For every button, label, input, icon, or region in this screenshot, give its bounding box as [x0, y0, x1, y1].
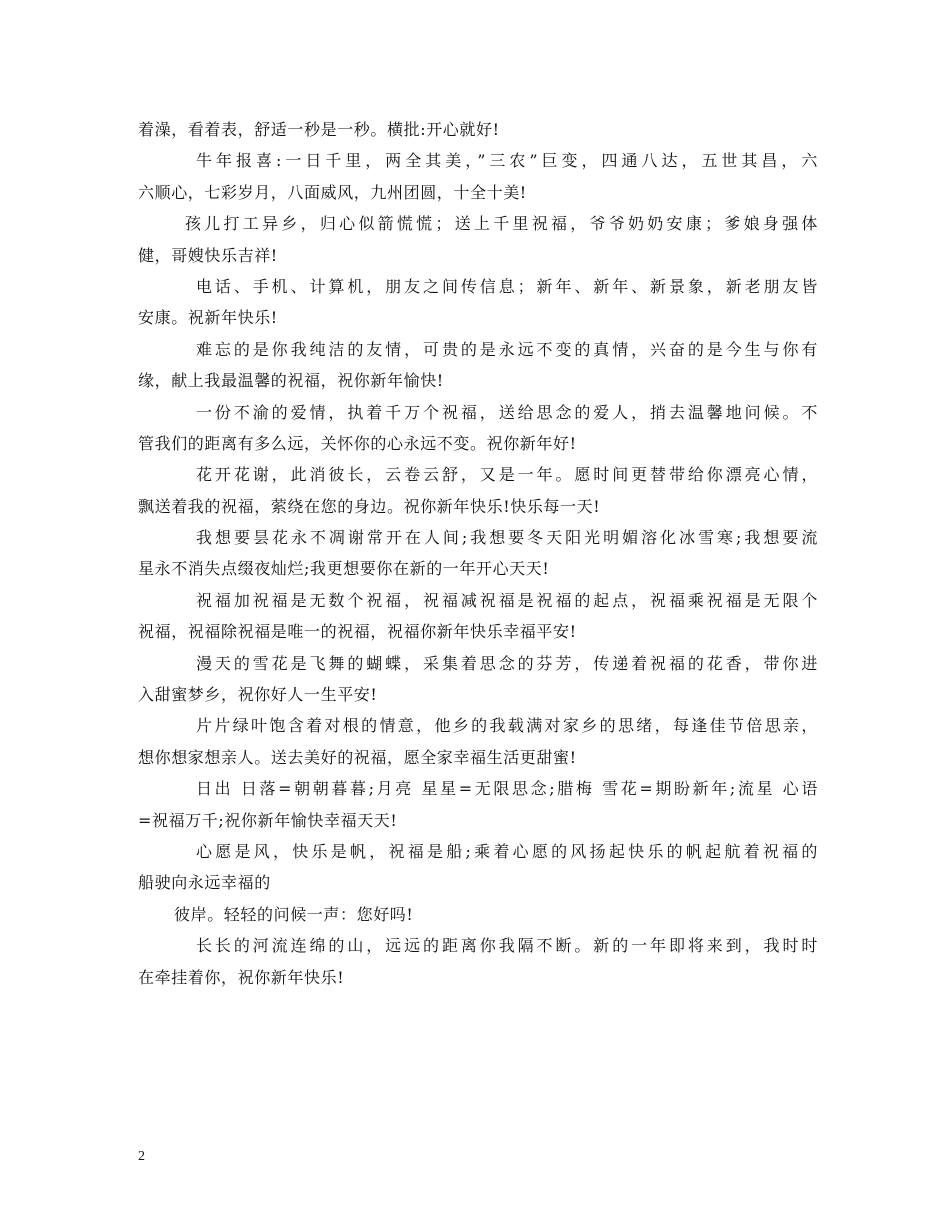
text-line: 缘，献上我最温馨的祝福，祝你新年愉快! [138, 371, 444, 391]
text-line: 长长的河流连绵的山，远远的距离你我隔不断。新的一年即将来到，我时时 [196, 936, 818, 956]
text-line: 想你想家想亲人。送去美好的祝福，愿全家幸福生活更甜蜜! [138, 747, 577, 767]
text-line: 漫天的雪花是飞舞的蝴蝶，采集着思念的芬芳，传递着祝福的花香，带你进 [196, 653, 818, 673]
text-line: 管我们的距离有多么远，关怀你的心永远不变。祝你新年好! [138, 433, 577, 453]
text-line: 飘送着我的祝福，萦绕在您的身边。祝你新年快乐!快乐每一天! [138, 496, 601, 516]
text-line: 星永不消失点缀夜灿烂;我更想要你在新的一年开心天天! [138, 559, 550, 579]
text-line: 花开花谢，此消彼长，云卷云舒，又是一年。愿时间更替带给你漂亮心情， [196, 465, 818, 485]
text-line: 着澡，看着表，舒适一秒是一秒。横批:开心就好! [138, 120, 500, 139]
text-line: 电话、手机、计算机，朋友之间传信息；新年、新年、新景象，新老朋友皆 [196, 276, 818, 296]
text-line: 六顺心，七彩岁月，八面威风，九州团圆，十全十美! [138, 182, 527, 202]
document-body [138, 114, 818, 993]
text-line: 心愿是风，快乐是帆，祝福是船;乘着心愿的风扬起快乐的帆起航着祝福的 [196, 841, 818, 861]
text-line: 船驶向永远幸福的 [138, 873, 271, 893]
text-line: 在牵挂着你，祝你新年快乐! [138, 967, 345, 987]
text-line: 孩儿打工异乡，归心似箭慌慌；送上千里祝福，爷爷奶奶安康；爹娘身强体 [185, 214, 818, 234]
text-line: 我想要昙花永不凋谢常开在人间;我想要冬天阳光明媚溶化冰雪寒;我想要流 [196, 528, 818, 548]
text-line: 健，哥嫂快乐吉祥! [138, 245, 278, 265]
text-line: =祝福万千;祝你新年愉快幸福天天! [138, 810, 398, 830]
page-number: 2 [138, 1149, 145, 1164]
text-line: 入甜蜜梦乡，祝你好人一生平安! [138, 685, 378, 705]
text-line: 祝福，祝福除祝福是唯一的祝福，祝福你新年快乐幸福平安! [138, 622, 577, 642]
text-line: 牛年报喜:一日千里，两全其美，”三农”巨变，四通八达，五世其昌，六 [196, 151, 818, 171]
text-line: 日出 日落=朝朝暮暮;月亮 星星=无限思念;腊梅 雪花=期盼新年;流星 心语 [196, 779, 818, 799]
text-line: 祝福加祝福是无数个祝福，祝福减祝福是祝福的起点，祝福乘祝福是无限个 [196, 590, 818, 610]
text-line: 安康。祝新年快乐! [138, 308, 278, 328]
text-line: 片片绿叶饱含着对根的情意，他乡的我载满对家乡的思绪，每逢佳节倍思亲， [196, 716, 818, 736]
text-line: 彼岸。轻轻的问候一声：您好吗! [174, 904, 414, 924]
text-line: 一份不渝的爱情，执着千万个祝福，送给思念的爱人，捎去温馨地问候。不 [196, 402, 818, 422]
text-line: 难忘的是你我纯洁的友情，可贵的是永远不变的真情，兴奋的是今生与你有 [196, 339, 818, 359]
